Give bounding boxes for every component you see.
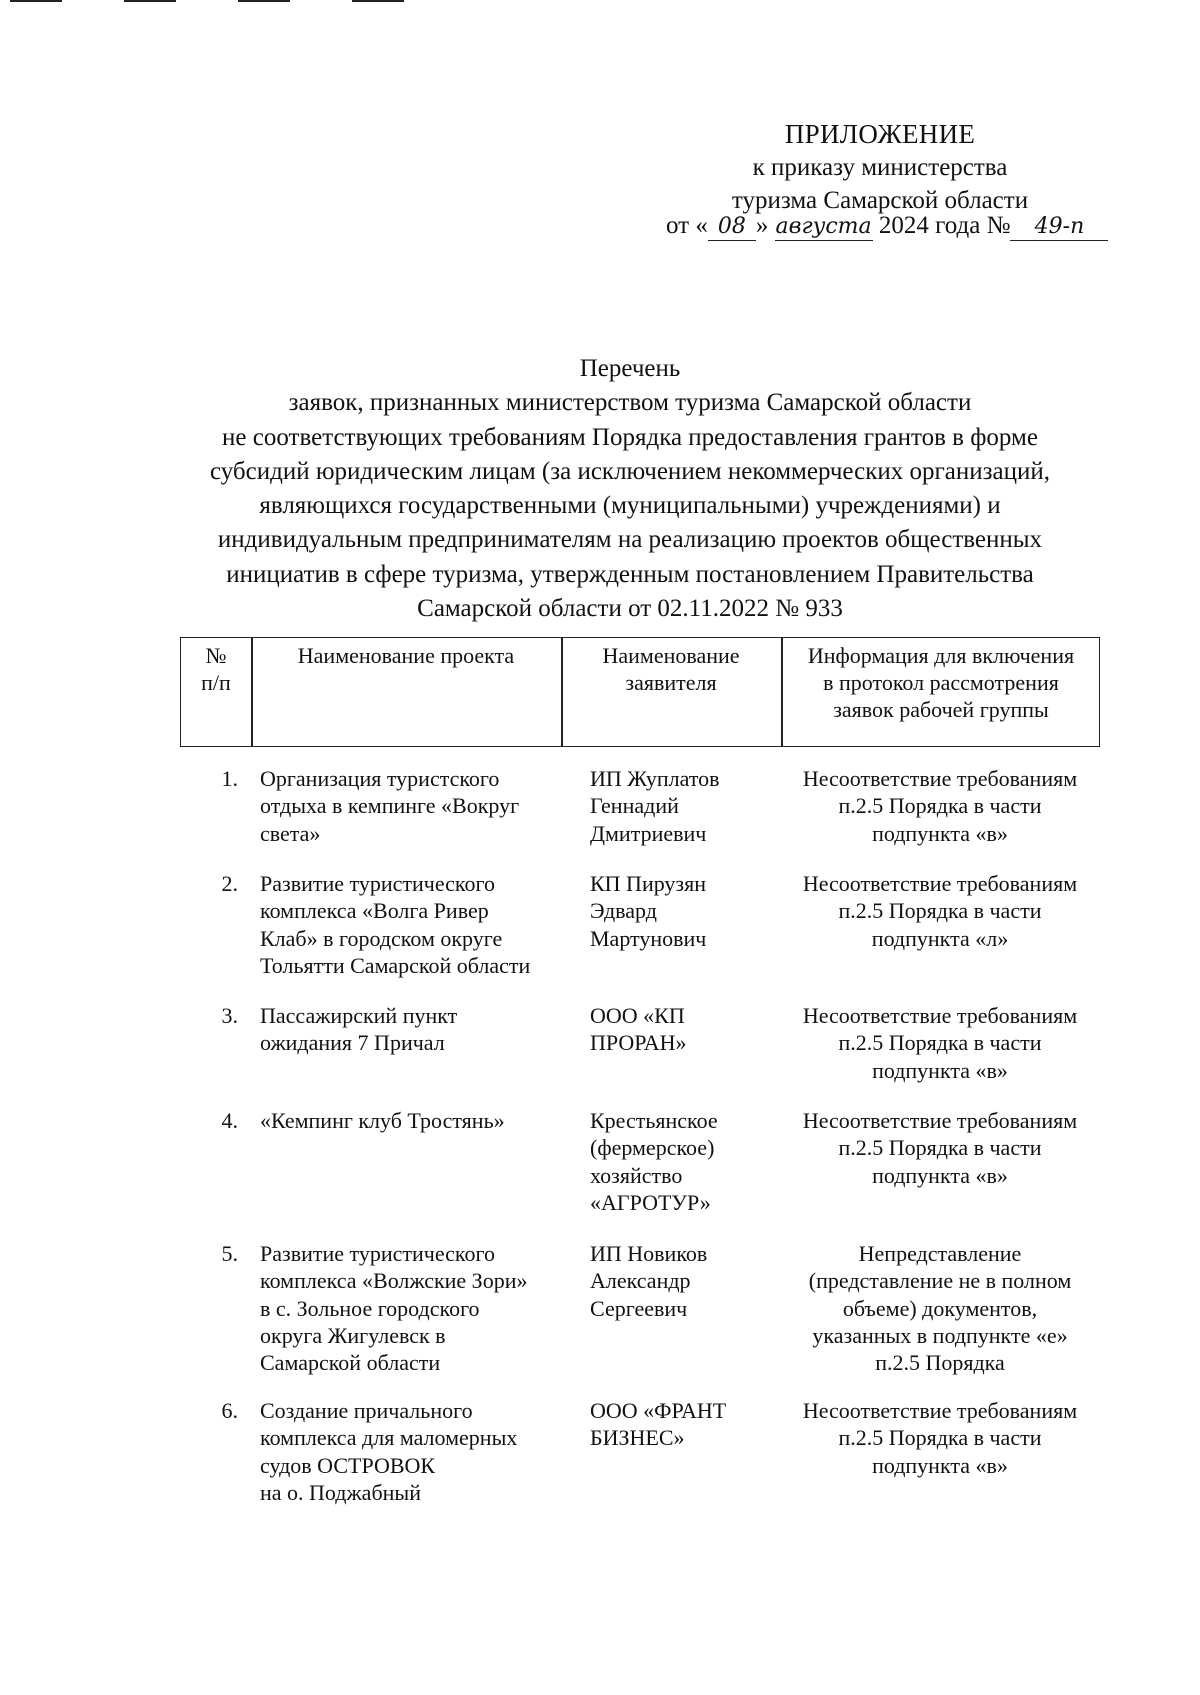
header-divider: [561, 638, 563, 746]
row-project: «Кемпинг клуб Тростянь»: [260, 1108, 505, 1133]
row-applicant: Крестьянское (фермерское) хозяйство «АГРОТУР»: [590, 1108, 718, 1215]
date-prefix: от «: [666, 212, 708, 239]
header-divider: [781, 638, 783, 746]
row-project: Создание причального комплекса для маломерных судов ОСТРОВОК на о. Поджабный: [260, 1398, 518, 1505]
header-project: Наименование проекта: [297, 643, 515, 668]
appendix-line-order: к приказу министерства: [752, 154, 1008, 181]
row-num: 4.: [221, 1108, 238, 1133]
row-applicant: КП Пирузян Эдвард Мартунович: [590, 871, 707, 951]
header-applicant: Наименование заявителя: [602, 643, 740, 695]
order-number-handwritten: 49-п: [1010, 214, 1108, 241]
row-num: 1.: [221, 766, 238, 791]
row-project: Развитие туристического комплекса «Волжские Зори» в с. Зольное городского округа Жигулевск в Самарской области: [260, 1241, 528, 1376]
appendix-title: ПРИЛОЖЕНИЕ: [784, 119, 976, 149]
row-num: 2.: [221, 871, 238, 896]
table-header: [180, 637, 1100, 747]
row-applicant: ИП Новиков Александр Сергеевич: [590, 1241, 708, 1321]
row-info: Несоответствие требованиям п.2.5 Порядка в части подпункта «в»: [802, 1108, 1078, 1188]
row-num: 6.: [221, 1398, 238, 1423]
appendix-header: [620, 118, 1140, 217]
header-divider: [251, 638, 253, 746]
row-applicant: ООО «ФРАНТ БИЗНЕС»: [590, 1398, 727, 1451]
list-heading: Перечень: [579, 355, 681, 382]
order-date-line: [666, 212, 1108, 241]
date-year: 2024 года №: [878, 212, 1011, 239]
date-mid: »: [755, 212, 769, 239]
row-project: Организация туристского отдыха в кемпинге «Вокруг света»: [260, 766, 520, 846]
row-project: Пассажирский пункт ожидания 7 Причал: [260, 1003, 458, 1056]
list-description: заявок, признанных министерством туризма Самарской области не соответствующих требованиям Порядка предоставления грантов в форме субсидий юридическим лицам (за исключением некоммерческих организаций, являющихся государственными (муниципальными) учреждениями) и индивидуальным предпринимателям на реализацию проектов общественных инициатив в сфере туризма, утвержденным постановлением Правительства Самарской области от 02.11.2022 № 933: [210, 389, 1050, 623]
date-day-handwritten: 08: [708, 214, 756, 241]
row-num: 3.: [221, 1003, 238, 1028]
row-info: Несоответствие требованиям п.2.5 Порядка в части подпункта «в»: [802, 766, 1078, 846]
list-title: [180, 352, 1080, 626]
row-project: Развитие туристического комплекса «Волга Ривер Клаб» в городском округе Тольятти Самарской области: [260, 871, 531, 978]
row-applicant: ИП Жуплатов Геннадий Дмитриевич: [590, 766, 720, 846]
row-applicant: ООО «КП ПРОРАН»: [590, 1003, 687, 1056]
row-info: Непредставление (представление не в полном объеме) документов, указанных в подпункте «е» п.2.5 Порядка: [808, 1241, 1072, 1376]
row-info: Несоответствие требованиям п.2.5 Порядка в части подпункта «в»: [802, 1398, 1078, 1478]
row-info: Несоответствие требованиям п.2.5 Порядка в части подпункта «л»: [802, 871, 1078, 951]
appendix-line-ministry: туризма Самарской области: [731, 187, 1029, 214]
date-month-handwritten: августа: [775, 214, 872, 239]
header-num: № п/п: [201, 643, 231, 695]
header-info: Информация для включения в протокол рассмотрения заявок рабочей группы: [807, 643, 1075, 722]
row-info: Несоответствие требованиям п.2.5 Порядка в части подпункта «в»: [802, 1003, 1078, 1083]
row-num: 5.: [221, 1241, 238, 1266]
